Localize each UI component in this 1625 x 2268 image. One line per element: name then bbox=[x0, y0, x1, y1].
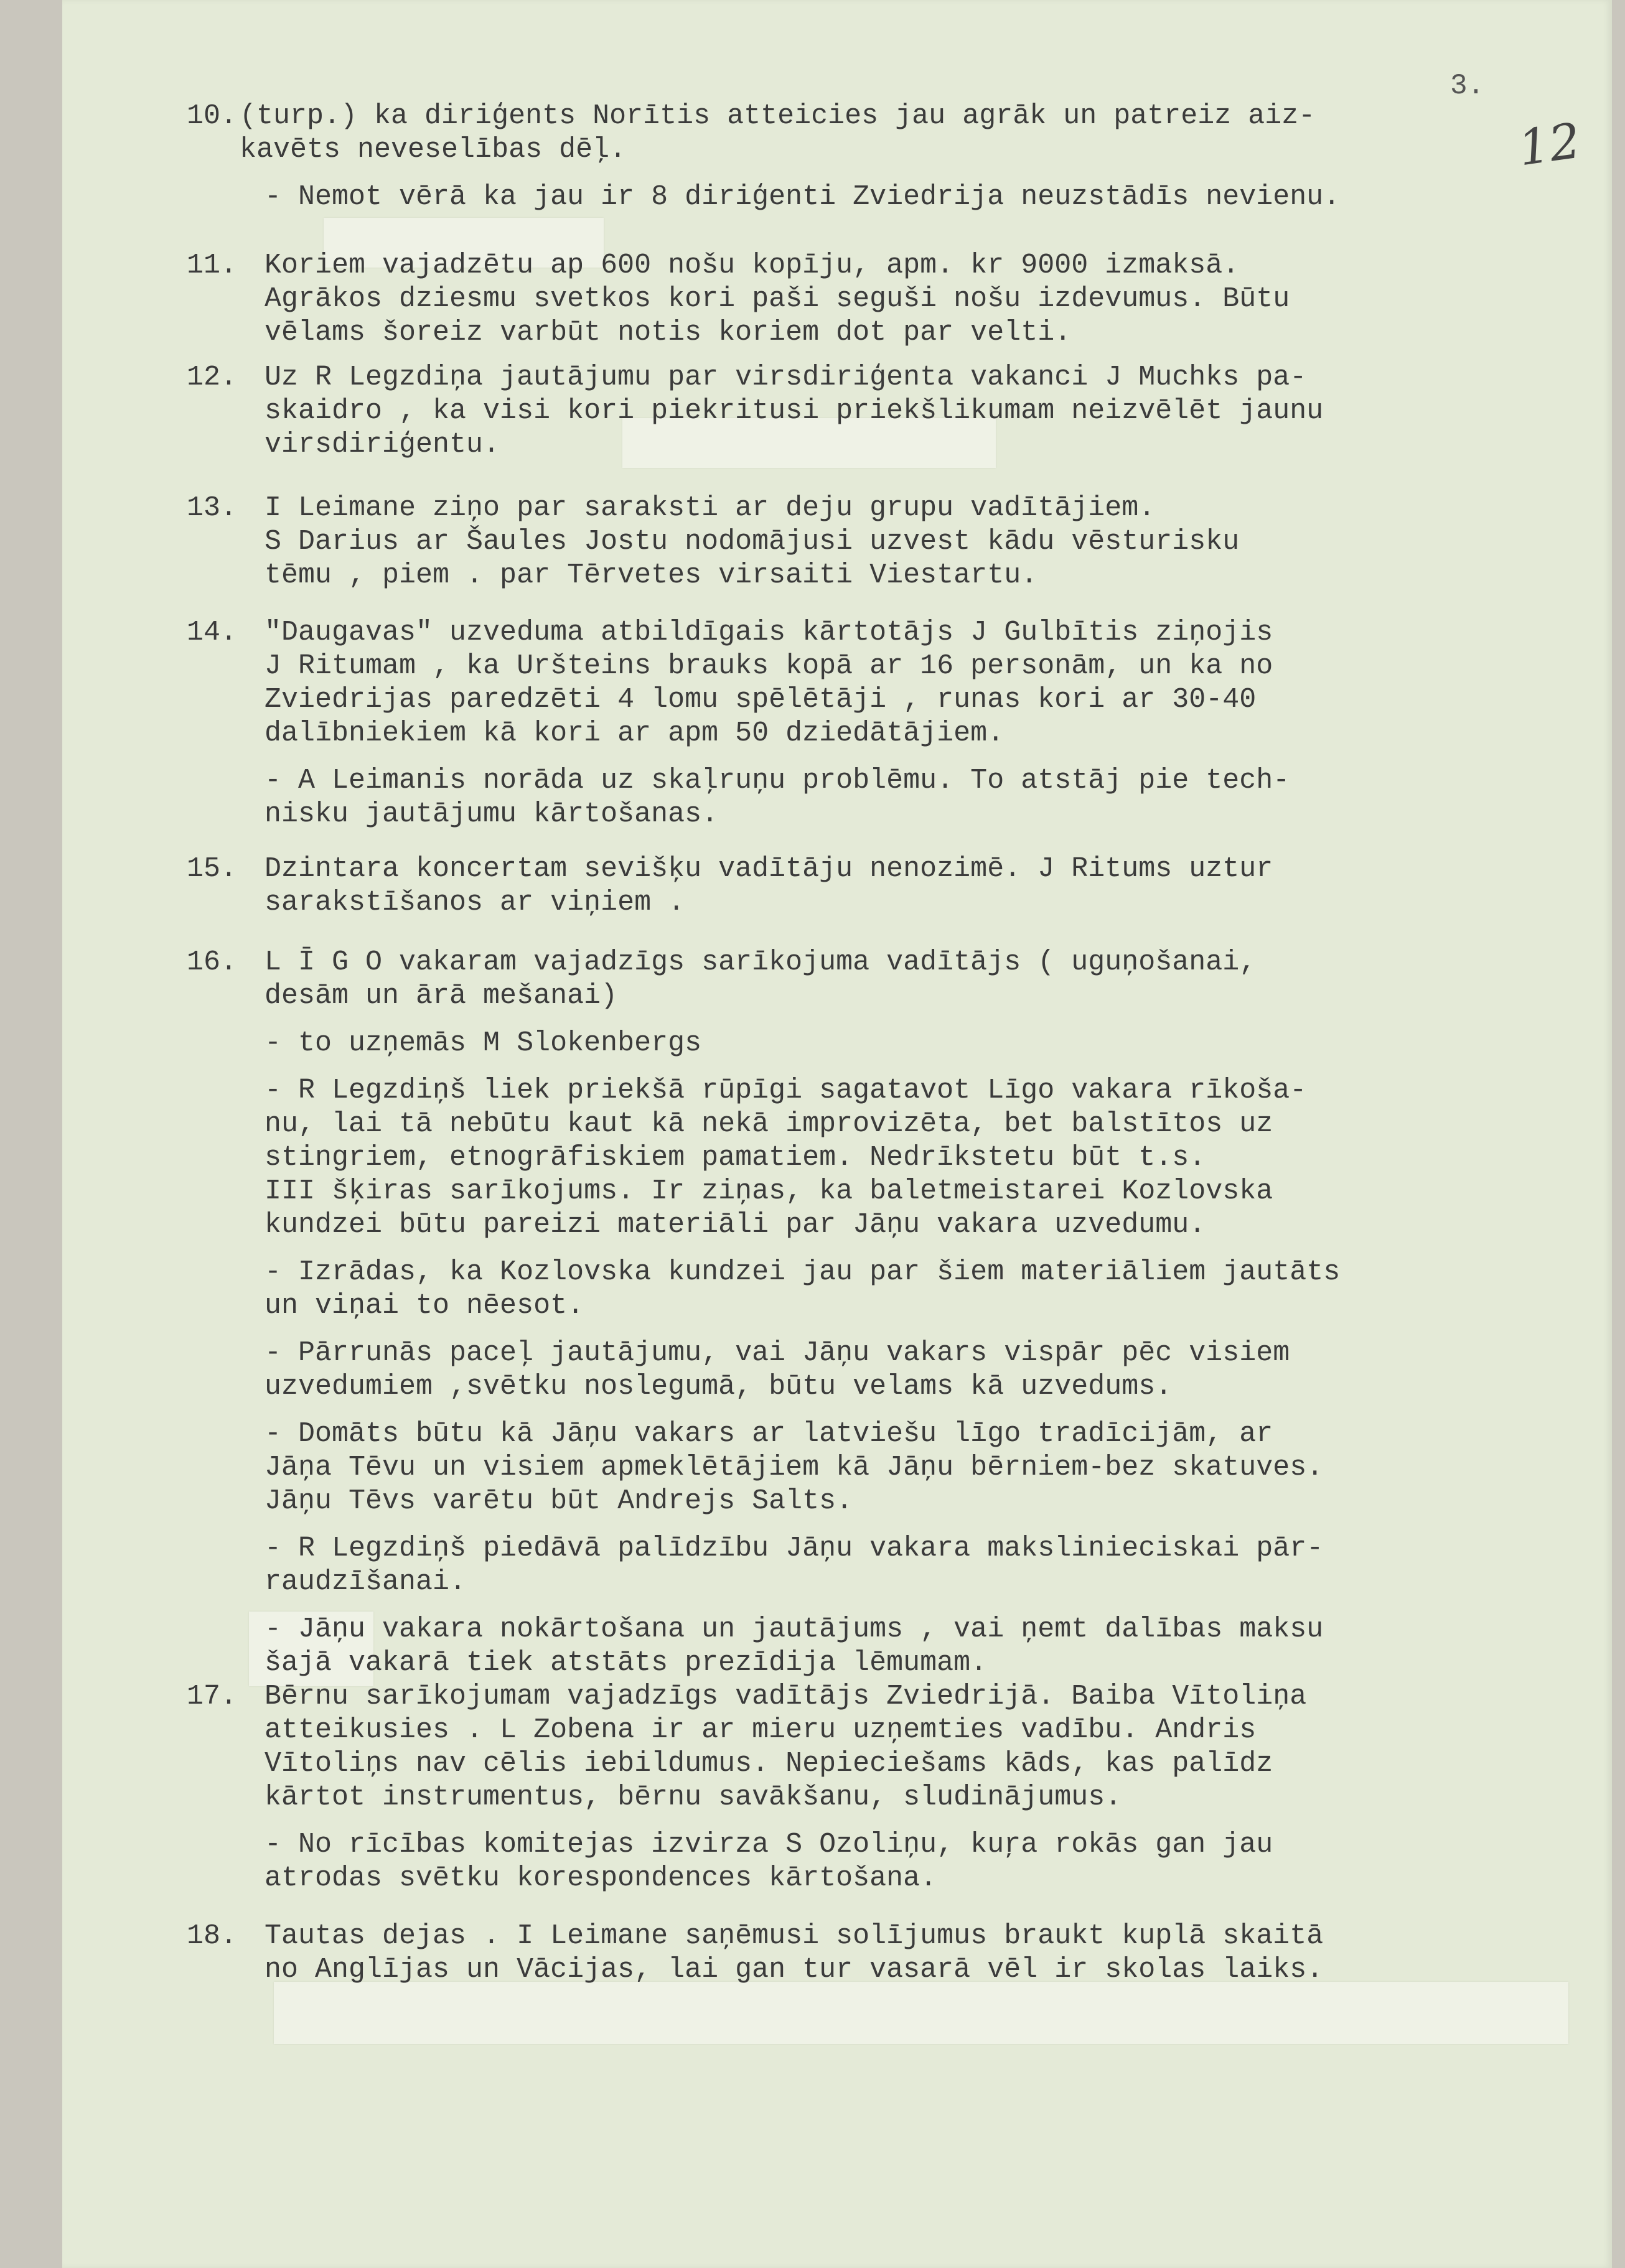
tape-strip bbox=[274, 1982, 1568, 2044]
item-subpoint: - A Leimanis norāda uz skaļruņu problēmu. To atstāj pie tech- nisku jautājumu kārtošanas. bbox=[265, 765, 1290, 830]
minutes-item bbox=[187, 100, 1556, 214]
item-subpoint: - to uzņemās M Slokenbergs bbox=[265, 1027, 702, 1059]
minutes-item bbox=[187, 249, 1556, 350]
item-text: Bērnu sarīkojumam vajadzīgs vadītājs Zviedrijā. Baiba Vītoliņa atteikusies . L Zobena ir ar mieru uzņemties vadību. Andris Vītoliņs nav cēlis iebildumus. Nepieciešams kāds, kas palīdz kārtot instrumentus, bērnu savākšanu, sludinājumus. bbox=[265, 1681, 1307, 1813]
item-number: 11. bbox=[187, 250, 238, 281]
item-number: 16. bbox=[187, 946, 238, 978]
minutes-item bbox=[187, 1920, 1556, 1987]
item-subpoint: - R Legzdiņš liek priekšā rūpīgi sagatavot Līgo vakara rīkoša- nu, lai tā nebūtu kaut kā nekā improvizēta, bet balstītos uz stingriem, etnogrāfiskiem pamatiem. Nedrīkstetu būt t.s. III šķiras sarīkojums. Ir ziņas, ka baletmeistarei Kozlovska kundzei būtu pareizi materiāli par Jāņu vakara uzvedumu. bbox=[265, 1075, 1307, 1241]
minutes-item bbox=[187, 852, 1556, 920]
item-number: 14. bbox=[187, 617, 238, 648]
minutes-item bbox=[187, 946, 1556, 1680]
minutes-item bbox=[187, 1680, 1556, 1895]
item-subpoint: - Izrādas, ka Kozlovska kundzei jau par šiem materiāliem jautāts un viņai to nēesot. bbox=[265, 1256, 1341, 1322]
handwritten-mark: 12 bbox=[1515, 113, 1585, 177]
item-subpoint: - Jāņu vakara nokārtošana un jautājums , vai ņemt dalības maksu šajā vakarā tiek atstāts prezīdija lēmumam. bbox=[265, 1613, 1324, 1679]
item-number: 17. bbox=[187, 1681, 238, 1712]
item-text: L Ī G O vakaram vajadzīgs sarīkojuma vadītājs ( uguņošanai, desām un ārā mešanai) bbox=[265, 946, 1257, 1012]
item-subpoint: - Nemot vērā ka jau ir 8 diriģenti Zviedrija neuzstādīs nevienu. bbox=[265, 181, 1341, 213]
minutes-item bbox=[187, 492, 1556, 592]
item-text: "Daugavas" uzveduma atbildīgais kārtotājs J Gulbītis ziņojis J Ritumam , ka Uršteins brauks kopā ar 16 personām, un ka no Zviedrijas paredzēti 4 lomu spēlētāji , runas kori ar 30-40 dalībniekiem kā kori ar apm 50 dziedātājiem. bbox=[265, 617, 1273, 749]
item-subpoint: - R Legzdiņš piedāvā palīdzību Jāņu vakara makslinieciskai pār- raudzīšanai. bbox=[265, 1533, 1324, 1598]
page-number: 3. bbox=[1450, 70, 1485, 102]
minutes-item bbox=[187, 361, 1556, 462]
item-subpoint: - No rīcības komitejas izvirza S Ozoliņu, kuŗa rokās gan jau atrodas svētku korespondences kārtošana. bbox=[265, 1829, 1273, 1894]
item-text: Dzintara koncertam sevišķu vadītāju nenozimē. J Ritums uztur sarakstīšanos ar viņiem . bbox=[265, 853, 1273, 918]
item-text: Tautas dejas . I Leimane saņēmusi solījumus braukt kuplā skaitā no Anglījas un Vācijas, lai gan tur vasarā vēl ir skolas laiks. bbox=[265, 1920, 1324, 1986]
item-text: I Leimane ziņo par saraksti ar deju grupu vadītājiem. S Darius ar Šaules Jostu nodomājusi uzvest kādu vēsturisku tēmu , piem . par Tērvetes virsaiti Viestartu. bbox=[265, 492, 1240, 591]
minutes-item bbox=[187, 616, 1556, 831]
item-text: (turp.) ka diriģents Norītis atteicies jau agrāk un patreiz aiz- kavēts neveselības dēļ. bbox=[240, 100, 1316, 166]
item-subpoint: - Pārrunās paceļ jautājumu, vai Jāņu vakars vispār pēc visiem uzvedumiem ,svētku noslegumā, būtu velams kā uzvedums. bbox=[265, 1337, 1290, 1402]
item-text: Koriem vajadzētu ap 600 nošu kopīju, apm. kr 9000 izmaksā. Agrākos dziesmu svetkos kori paši seguši nošu izdevumus. Būtu vēlams šoreiz varbūt notis koriem dot par velti. bbox=[265, 250, 1290, 348]
item-text: Uz R Legzdiņa jautājumu par virsdiriģenta vakanci J Muchks pa- skaidro , ka visi kori piekritusi priekšlikumam neizvēlēt jaunu virsdiriģentu. bbox=[265, 362, 1324, 460]
item-number: 12. bbox=[187, 362, 238, 393]
item-number: 13. bbox=[187, 492, 238, 524]
item-number: 10. bbox=[187, 100, 238, 132]
item-number: 15. bbox=[187, 853, 238, 885]
item-subpoint: - Domāts būtu kā Jāņu vakars ar latviešu līgo tradīcijām, ar Jāņa Tēvu un visiem apmeklētājiem kā Jāņu bērniem-bez skatuves. Jāņu Tēvs varētu būt Andrejs Salts. bbox=[265, 1418, 1324, 1517]
item-number: 18. bbox=[187, 1920, 238, 1952]
